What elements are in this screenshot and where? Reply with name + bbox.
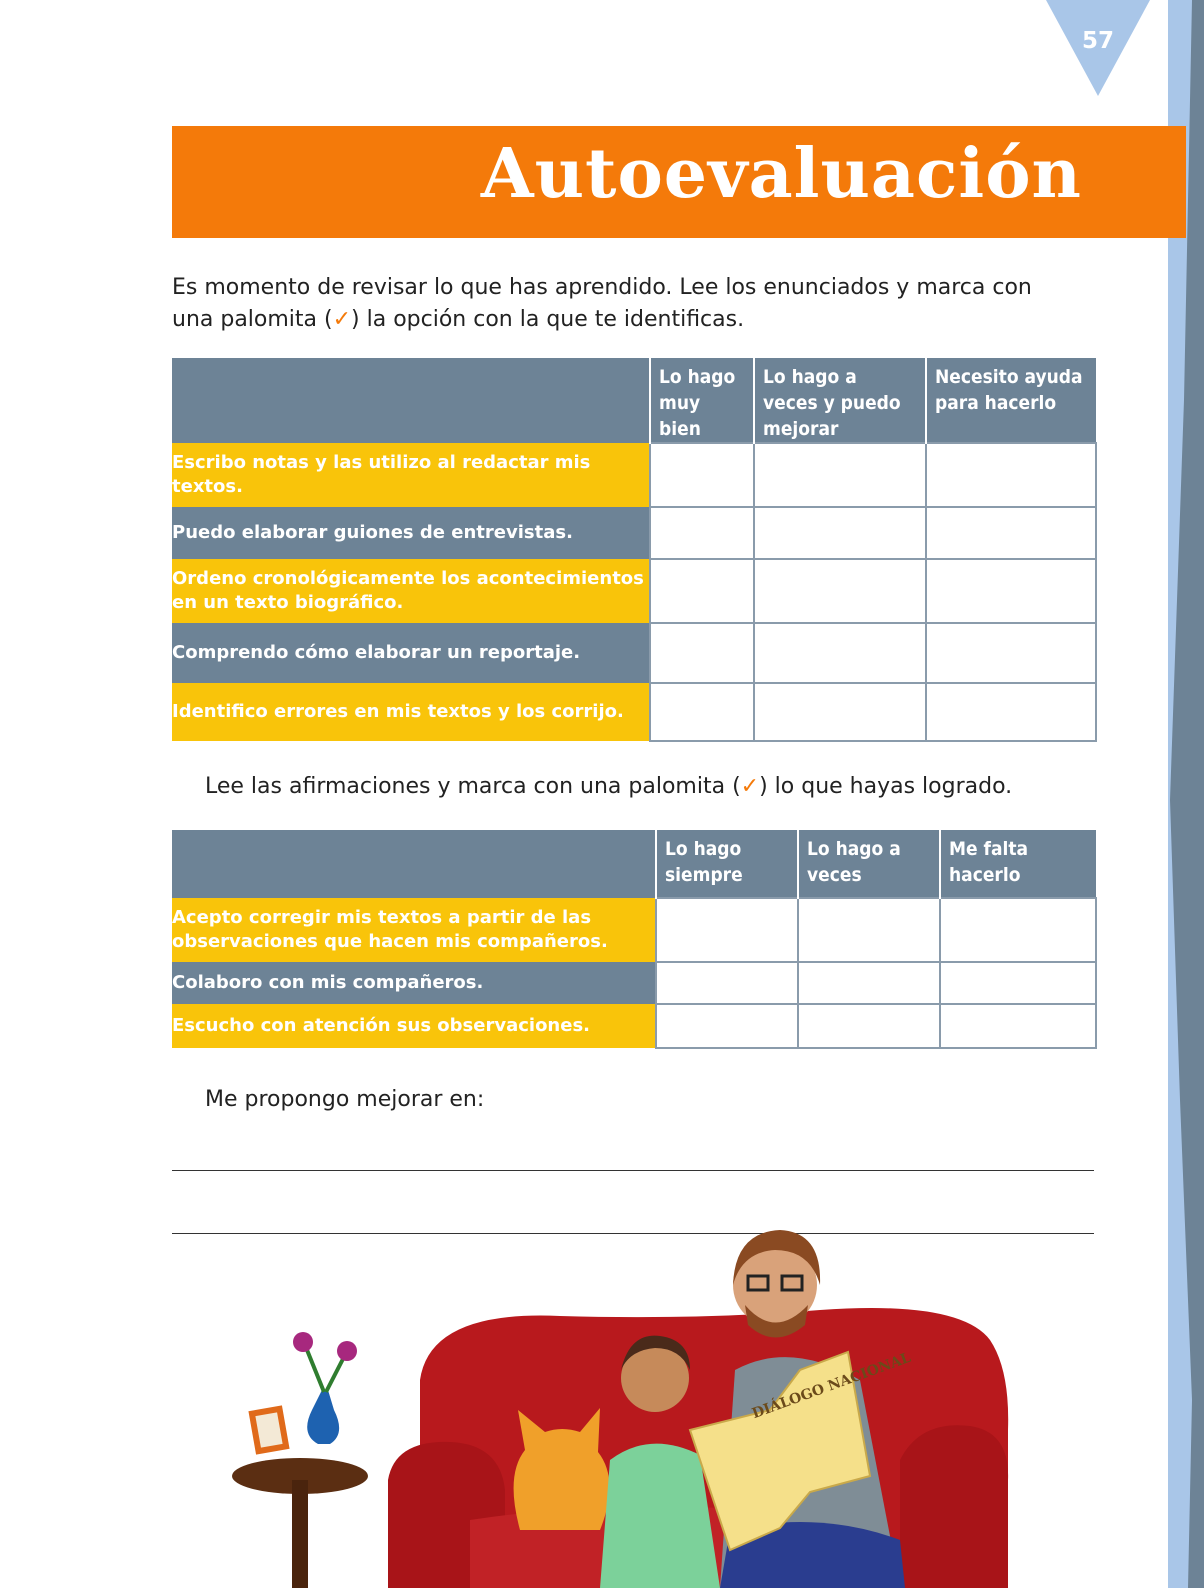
instruction-text-part: Lee las afirmaciones y marca con una palomita ( (205, 774, 741, 799)
check-cell[interactable] (798, 1004, 940, 1048)
title-bar (172, 126, 1186, 238)
check-cell[interactable] (926, 559, 1096, 623)
check-cell[interactable] (650, 443, 754, 507)
achievements-table (172, 830, 1097, 1049)
check-cell[interactable] (926, 443, 1096, 507)
check-mark-icon: ✓ (740, 774, 760, 799)
check-cell[interactable] (798, 898, 940, 962)
side-table-leg (292, 1480, 308, 1588)
flower (337, 1341, 357, 1361)
check-cell[interactable] (940, 898, 1096, 962)
check-cell[interactable] (754, 623, 926, 683)
family-reading-illustration (0, 1230, 1204, 1588)
check-cell[interactable] (926, 623, 1096, 683)
row-label: Ordeno cronológicamente los acontecimientos en un texto biográfico. (172, 559, 650, 623)
check-cell[interactable] (940, 962, 1096, 1004)
column-header: Lo hago a veces (798, 830, 940, 898)
check-cell[interactable] (798, 962, 940, 1004)
row-label: Identifico errores en mis textos y los corrijo. (172, 683, 650, 741)
check-cell[interactable] (650, 507, 754, 559)
check-cell[interactable] (656, 898, 798, 962)
check-cell[interactable] (650, 623, 754, 683)
table-row (172, 1004, 1096, 1048)
check-cell[interactable] (754, 507, 926, 559)
table-row (172, 623, 1096, 683)
self-assessment-table (172, 358, 1097, 742)
instruction-text-part: ) lo que hayas logrado. (759, 774, 1013, 799)
check-cell[interactable] (754, 559, 926, 623)
intro-text-part: Es momento de revisar lo que has aprendido. Lee los enunciados y marca con una palomita ( (172, 275, 1032, 332)
check-cell[interactable] (656, 962, 798, 1004)
check-cell[interactable] (754, 443, 926, 507)
check-cell[interactable] (754, 683, 926, 741)
instruction-text (205, 774, 1012, 799)
flower (293, 1332, 313, 1352)
table-row (172, 443, 1096, 507)
column-header: Lo hago muy bien (650, 358, 754, 443)
row-label: Acepto corregir mis textos a partir de las observaciones que hacen mis compañeros. (172, 898, 656, 962)
intro-text (172, 272, 1072, 336)
table-header-blank (172, 830, 656, 898)
row-label: Escribo notas y las utilizo al redactar mis textos. (172, 443, 650, 507)
table-header-blank (172, 358, 650, 443)
table-row (172, 898, 1096, 962)
vase (307, 1390, 339, 1444)
column-header: Me falta hacerlo (940, 830, 1096, 898)
page-number: 57 (1081, 28, 1114, 54)
writing-line[interactable] (172, 1170, 1094, 1171)
sofa-arm-right (900, 1425, 1008, 1588)
row-label: Puedo elaborar guiones de entrevistas. (172, 507, 650, 559)
check-cell[interactable] (650, 559, 754, 623)
table-row (172, 683, 1096, 741)
check-cell[interactable] (656, 1004, 798, 1048)
column-header: Necesito ayuda para hacerlo (926, 358, 1096, 443)
row-label: Colaboro con mis compañeros. (172, 962, 656, 1004)
check-cell[interactable] (926, 507, 1096, 559)
check-cell[interactable] (926, 683, 1096, 741)
table-row (172, 559, 1096, 623)
improvement-prompt: Me propongo mejorar en: (205, 1087, 485, 1112)
check-cell[interactable] (940, 1004, 1096, 1048)
intro-text-part: ) la opción con la que te identificas. (351, 307, 745, 332)
table-row (172, 507, 1096, 559)
check-mark-icon: ✓ (332, 307, 352, 332)
column-header: Lo hago a veces y puedo mejorar (754, 358, 926, 443)
column-header: Lo hago siempre (656, 830, 798, 898)
check-cell[interactable] (650, 683, 754, 741)
newspaper-headline: DIÁLOGO NACIONAL (750, 1349, 914, 1423)
table-row (172, 962, 1096, 1004)
row-label: Comprendo cómo elaborar un reportaje. (172, 623, 650, 683)
row-label: Escucho con atención sus observaciones. (172, 1004, 656, 1048)
page-title: Autoevaluación (480, 134, 1082, 214)
